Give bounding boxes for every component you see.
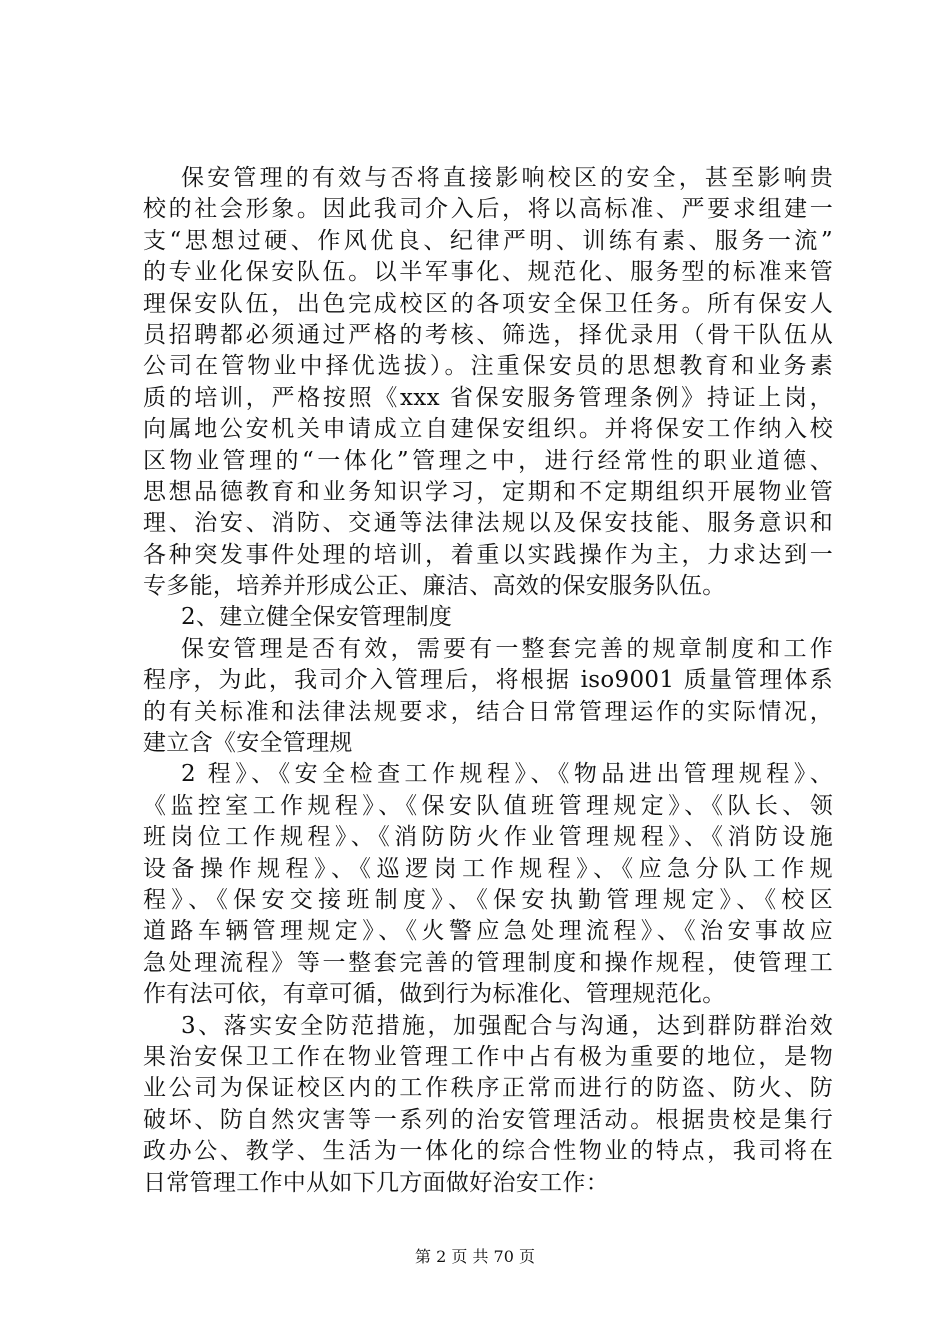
text-line: 建立含《安全管理规 (143, 730, 353, 757)
text-line: 日常管理工作中从如下几方面做好治安工作： (143, 1169, 609, 1196)
text-line: 急处理流程》等一整套完善的管理制度和操作规程，使管理工 (143, 949, 833, 976)
text-line: 班岗位工作规程》、《消防防火作业管理规程》、《消防设施 (143, 824, 833, 851)
text-line: 保安管理的有效与否将直接影响校区的安全，甚至影响贵 (181, 165, 833, 191)
text-line: 《监控室工作规程》、《保安队值班管理规定》、《队长、领 (143, 792, 833, 819)
text-line: 理、治安、消防、交通等法律法规以及保安技能、服务意识和 (143, 510, 833, 537)
heading-text: 2、建立健全保安管理制度 (181, 604, 453, 631)
page-number: 第 2 页 共 70 页 (415, 1247, 535, 1266)
text-line: 思想品德教育和业务知识学习，定期和不定期组织开展物业管 (143, 478, 833, 505)
paragraph-rules-intro (143, 634, 833, 760)
text-line: 区物业管理的“一体化”管理之中，进行经常性的职业道德、 (143, 447, 833, 474)
section-heading-2 (143, 602, 833, 633)
document-body (143, 163, 833, 1199)
text-line: 校的社会形象。因此我司介入后，将以高标准、严要求组建一 (143, 196, 833, 223)
text-line: 向属地公安机关申请成立自建保安组织。并将保安工作纳入校 (143, 416, 833, 443)
paragraph-security-management (143, 163, 833, 602)
text-line: 程》、《保安交接班制度》、《保安执勤管理规定》、《校区 (143, 886, 833, 913)
page-footer (0, 1244, 950, 1267)
text-line: 程序，为此，我司介入管理后，将根据 iso9001 质量管理体系 (143, 667, 833, 694)
text-line: 设备操作规程》、《巡逻岗工作规程》、《应急分队工作规 (143, 855, 833, 882)
text-line: 果治安保卫工作在物业管理工作中占有极为重要的地位，是物 (143, 1043, 833, 1070)
text-line: 支“思想过硬、作风优良、纪律严明、训练有素、服务一流” (143, 227, 833, 254)
text-line: 政办公、教学、生活为一体化的综合性物业的特点，我司将在 (143, 1138, 833, 1165)
text-line: 作有法可依，有章可循，做到行为标准化、管理规范化。 (143, 981, 726, 1008)
text-line: 的有关标准和法律法规要求，结合日常管理运作的实际情况， (143, 698, 833, 725)
text-line: 的专业化保安队伍。以半军事化、规范化、服务型的标准来管 (143, 259, 833, 286)
text-line: 各种突发事件处理的培训，着重以实践操作为主，力求达到一 (143, 541, 833, 568)
text-line: 保安管理是否有效，需要有一整套完善的规章制度和工作 (181, 635, 833, 662)
text-line: 专多能，培养并形成公正、廉洁、高效的保安服务队伍。 (143, 573, 726, 600)
text-line: 理保安队伍，出色完成校区的各项安全保卫任务。所有保安人 (143, 290, 833, 317)
text-line: 破坏、防自然灾害等一系列的治安管理活动。根据贵校是集行 (143, 1106, 833, 1133)
text-line: 道路车辆管理规定》、《火警应急处理流程》、《治安事故应 (143, 918, 833, 945)
paragraph-security-measures (143, 1011, 833, 1199)
text-line: 公司在管物业中择优选拔）。注重保安员的思想教育和业务素 (143, 353, 833, 380)
paragraph-rules-list (143, 759, 833, 1010)
text-line: 业公司为保证校区内的工作秩序正常而进行的防盗、防火、防 (143, 1075, 833, 1102)
text-line: 3、落实安全防范措施，加强配合与沟通，达到群防群治效 (181, 1012, 833, 1039)
text-line: 员招聘都必须通过严格的考核、筛选，择优录用（骨干队伍从 (143, 321, 833, 348)
text-line: 2 程》、《安全检查工作规程》、《物品进出管理规程》、 (181, 761, 833, 788)
text-line: 质的培训，严格按照《xxx 省保安服务管理条例》持证上岗， (143, 384, 833, 411)
